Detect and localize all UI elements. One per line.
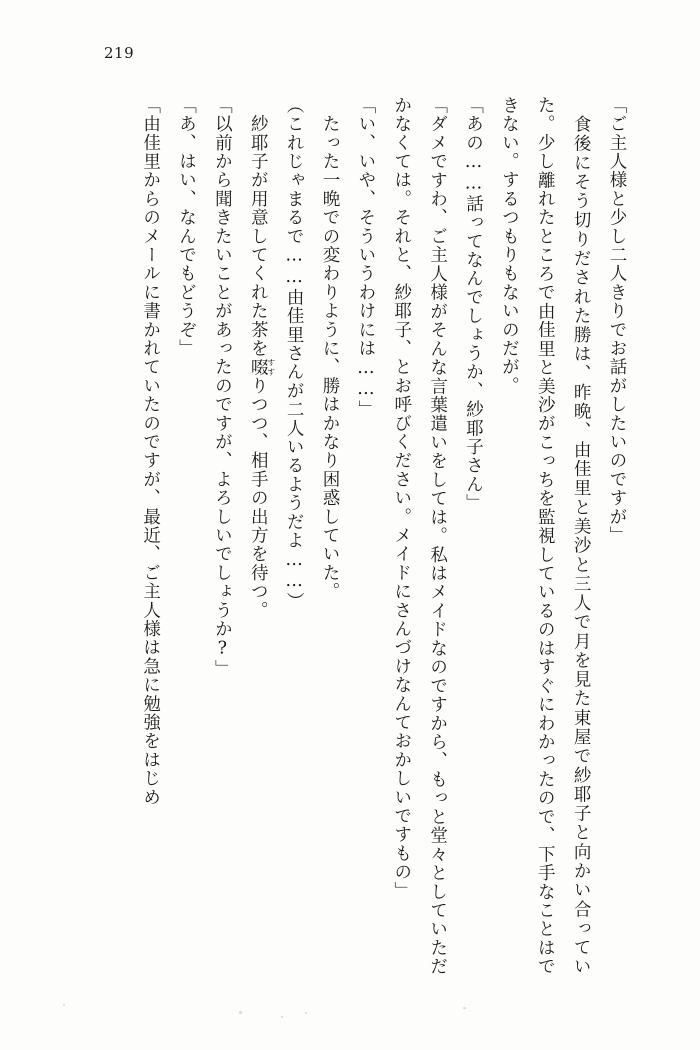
paragraph-6: たった一晩での変わりように、勝はかなり困惑していた。: [320, 96, 340, 601]
paragraph-3: 「あの……話ってなんでしょうか、紗耶子さん」: [463, 96, 484, 513]
ruby-reading: すす: [266, 357, 276, 377]
paragraph-4: 「ダメですわ、ご主人様がそんな言葉遣いをしては。私はメイドなのですから、もっと堂々としていただかなくては。それと、紗耶子、とお呼びください。メイドにさんづけなんておかしいですもの」: [391, 96, 448, 976]
scan-speckle: [305, 1012, 307, 1014]
paragraph-7: （これじゃまるで……由佳里さんが二人いるようだよ……）: [284, 96, 305, 611]
paragraph-1: 「ご主人様と少し二人きりでお話がしたいのですが」: [607, 96, 627, 545]
paragraph-8: 紗耶子が用意してくれた茶を啜すすりつつ、相手の出方を待つ。: [248, 96, 276, 620]
scan-speckle: [63, 1004, 65, 1006]
scan-speckle: [463, 1007, 466, 1009]
paragraph-5: 「い、いや、そういうわけには……」: [355, 96, 376, 419]
scan-speckle: [281, 1016, 283, 1018]
vertical-text-block: [60, 96, 634, 976]
ruby-base: 啜: [248, 357, 269, 377]
scan-speckle: [239, 1011, 242, 1014]
page-number: 219: [104, 44, 135, 62]
paragraph-2: 食後にそう切りだされた勝は、昨晩、由佳里と美沙と三人で月を見た東屋で紗耶子と向かい合っていた。少し離れたところで由佳里と美沙がこっちを監視しているのはすぐにわかったので、下手なことはできない。するつもりもないのだが。: [499, 96, 592, 976]
paragraph-11: 「由佳里からのメールに書かれていたのですが、最近、ご主人様は急に勉強をはじめ: [140, 96, 161, 807]
ruby-annotation: [248, 357, 276, 377]
paragraph-9: 「以前から聞きたいことがあったのですが、よろしいでしょうか?」: [212, 96, 233, 679]
paragraph-10: 「あ、はい、なんでもどうぞ」: [176, 96, 197, 358]
